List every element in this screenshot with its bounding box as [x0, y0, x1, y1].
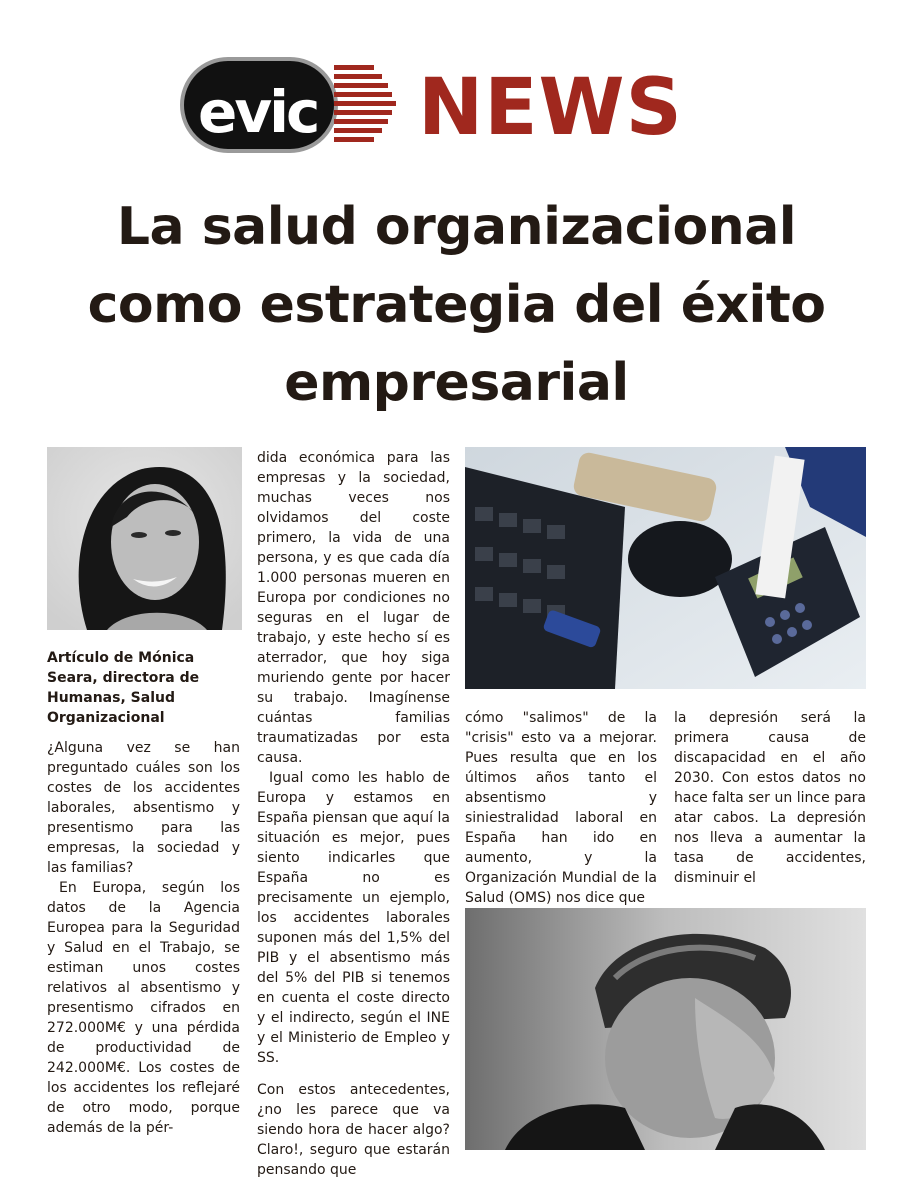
text-column-1: [47, 738, 240, 1138]
text-column-3: [465, 708, 657, 908]
paragraph: cómo "salimos" de la "crisis" esto va a mejorar. Pues resulta que en los últimos años tanto el absentismo y siniestralidad laboral en España han ido en aumento, y la Organización Mundial de la Salud (OMS) nos dice que: [465, 710, 657, 906]
paragraph: la depresión será la primera causa de discapacidad en el año 2030. Con estos datos no hace falta ser un lince para atar cabos. La depresión nos lleva a aumentar la tasa de accidentes, disminuir el: [674, 710, 866, 886]
office-desk-photo: [465, 447, 866, 689]
text-column-4: [674, 708, 866, 888]
title-line: La salud organizacional: [116, 197, 797, 257]
masthead: [178, 55, 708, 157]
paragraph: Igual como les hablo de Europa y estamos en España piensan que aquí la situación es mejor, pues siento indicarles que España no es precisamente un ejemplo, los accidentes laborales suponen más del 1,5% del PIB y el absentismo más del 5% del PIB si tenemos en cuenta el coste directo y el indirecto, según el INE y el Ministerio de Empleo y SS.: [257, 770, 450, 1066]
evic-logo-text: evic: [198, 78, 318, 146]
text-column-2: [257, 448, 450, 1180]
news-wordmark: NEWS: [418, 63, 683, 153]
byline: Artículo de Mónica Seara, directora de Humanas, Salud Organizacional: [47, 650, 200, 726]
evic-logo: [180, 57, 338, 153]
logo-stripes-icon: [334, 59, 398, 151]
title-line: como estrategia del éxito: [87, 275, 826, 335]
paragraph: En Europa, según los datos de la Agencia Europea para la Seguridad y Salud en el Trabajo, se estiman unos costes relativos al absentismo y presentismo cifrados en 272.000M€ y una pérdida de productividad de 242.000M€. Los costes de los accidentes los reflejaré de otro modo, porque además de la pér-: [47, 880, 240, 1136]
paragraph: ¿Alguna vez se han preguntado cuáles son los costes de los accidentes laborales, absentismo y presentismo para las empresas, la sociedad y las familias?: [47, 740, 240, 876]
article-title: [0, 188, 913, 422]
portrait-photo: [47, 447, 242, 630]
paragraph: Con estos antecedentes, ¿no les parece que va siendo hora de hacer algo? Claro!, seguro que estarán pensando que: [257, 1082, 450, 1178]
stressed-man-photo: [465, 908, 866, 1150]
title-line: empresarial: [284, 353, 629, 413]
paragraph: dida económica para las empresas y la sociedad, muchas veces nos olvidamos del coste primero, la vida de una persona, y es que cada día 1.000 personas mueren en Europa por condiciones no seguras en el lugar de trabajo, y este hecho sí es aterrador, que hoy siga muriendo gente por hacer su trabajo. Imagínense cuántas familias traumatizadas por esta causa.: [257, 450, 450, 766]
